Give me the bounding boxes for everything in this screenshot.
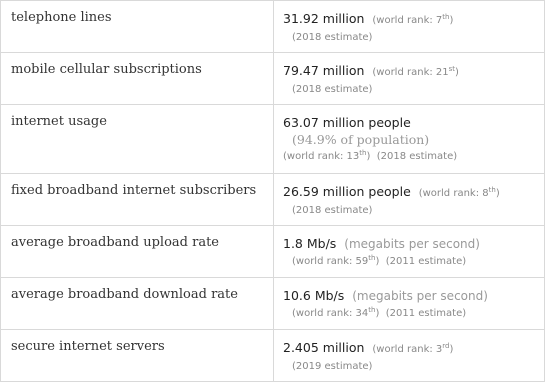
world-rank-close: ) — [375, 308, 380, 319]
estimate-note: (2011 estimate) — [385, 256, 467, 267]
rank-ordinal: th — [488, 186, 496, 194]
world-rank-text: (world rank: 13 — [283, 151, 360, 162]
value-number: 2.405 — [283, 340, 319, 355]
estimate-note: (2018 estimate) — [376, 151, 458, 162]
row-value-cell — [274, 330, 545, 382]
row-value-cell — [274, 174, 545, 226]
world-rank — [372, 344, 453, 355]
unit-description: (megabits per second) — [352, 289, 488, 303]
row-value-cell — [274, 278, 545, 330]
estimate-note: (2018 estimate) — [292, 32, 373, 43]
rank-ordinal: rd — [442, 342, 450, 350]
table-row — [1, 226, 545, 278]
row-value-cell — [274, 53, 545, 105]
row-value-cell — [274, 226, 545, 278]
table-row — [1, 1, 545, 53]
world-rank-text: (world rank: 3 — [372, 344, 443, 355]
value-unit: million people — [322, 115, 411, 130]
world-rank — [283, 253, 544, 270]
world-rank-text: (world rank: 7 — [372, 15, 443, 26]
rank-ordinal: th — [442, 13, 450, 21]
rank-ordinal: th — [359, 149, 367, 157]
row-value-cell — [274, 105, 545, 174]
value-unit: Mb/s — [314, 288, 345, 303]
value-unit: million — [322, 63, 365, 78]
world-rank-close: ) — [495, 188, 500, 199]
world-rank — [372, 67, 459, 78]
value-number: 10.6 — [283, 288, 311, 303]
row-label: average broadband upload rate — [1, 226, 274, 278]
table-row — [1, 105, 545, 174]
world-rank-close: ) — [449, 344, 454, 355]
row-label: internet usage — [1, 105, 274, 174]
value-unit: Mb/s — [306, 236, 337, 251]
world-rank-close: ) — [455, 67, 459, 78]
rank-ordinal: th — [368, 306, 376, 314]
row-label: mobile cellular subscriptions — [1, 53, 274, 105]
row-label: telephone lines — [1, 1, 274, 53]
row-label: average broadband download rate — [1, 278, 274, 330]
value-number: 1.8 — [283, 236, 303, 251]
table-row — [1, 174, 545, 226]
estimate-note: (2018 estimate) — [292, 84, 373, 95]
world-rank-close: ) — [375, 256, 380, 267]
value-number: 79.47 — [283, 63, 319, 78]
rank-ordinal: st — [448, 65, 456, 73]
world-rank-text: (world rank: 8 — [418, 188, 489, 199]
row-label: secure internet servers — [1, 330, 274, 382]
estimate-note: (2019 estimate) — [292, 361, 373, 372]
value-unit: million — [322, 11, 365, 26]
world-rank-text: (world rank: 21 — [372, 67, 449, 78]
table-row — [1, 278, 545, 330]
value-number: 63.07 — [283, 115, 319, 130]
world-rank — [283, 305, 544, 322]
world-rank-text: (world rank: 59 — [292, 256, 369, 267]
world-rank — [372, 15, 453, 26]
value-number: 26.59 — [283, 184, 319, 199]
value-number: 31.92 — [283, 11, 319, 26]
unit-description: (megabits per second) — [344, 237, 480, 251]
world-rank — [283, 148, 544, 165]
world-rank-text: (world rank: 34 — [292, 308, 369, 319]
world-rank — [419, 188, 500, 199]
rank-ordinal: th — [368, 254, 376, 262]
estimate-note: (2011 estimate) — [385, 308, 467, 319]
value-unit: million people — [322, 184, 411, 199]
table-row — [1, 330, 545, 382]
world-rank-close: ) — [449, 15, 454, 26]
value-unit: million — [322, 340, 365, 355]
row-value-cell — [274, 1, 545, 53]
population-percent: (94.9% of population) — [292, 132, 430, 147]
world-rank-close: ) — [366, 151, 371, 162]
row-label: fixed broadband internet subscribers — [1, 174, 274, 226]
estimate-note: (2018 estimate) — [292, 205, 373, 216]
table-row — [1, 53, 545, 105]
